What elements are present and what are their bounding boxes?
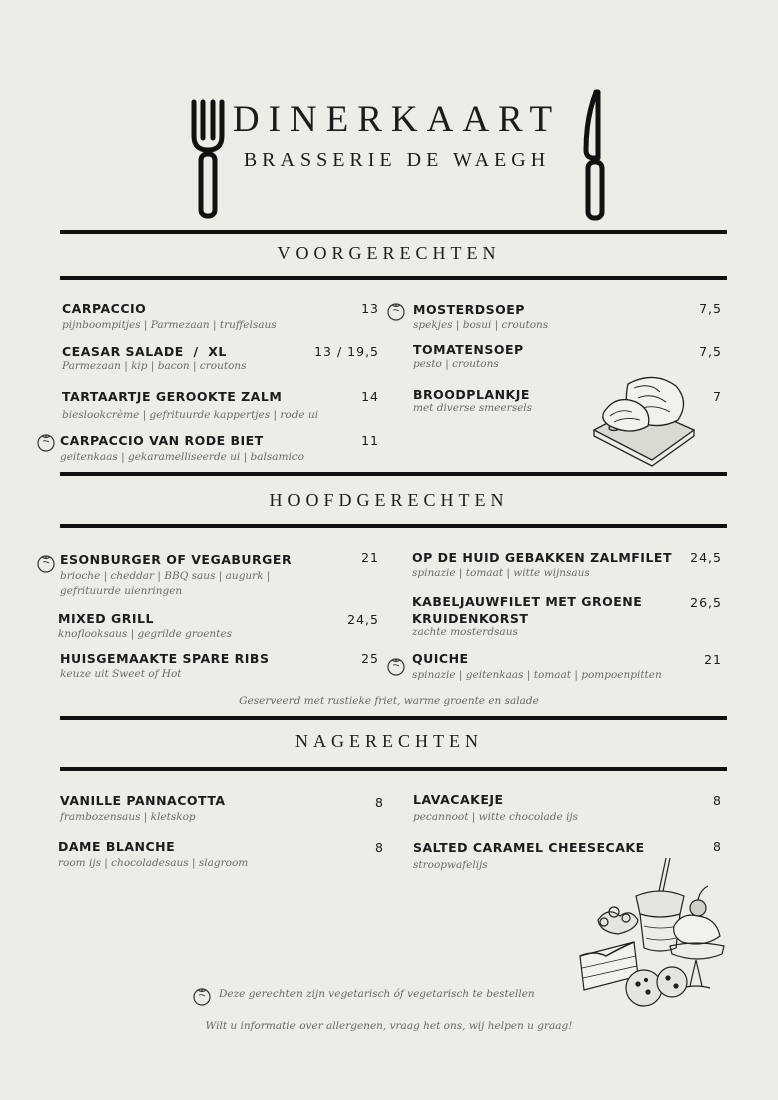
dish-price: 21 (704, 652, 722, 667)
bread-board-illustration (590, 372, 700, 464)
dish-name: MOSTERDSOEP (413, 302, 525, 317)
dish-name: HUISGEMAAKTE SPARE RIBS (60, 651, 270, 666)
dish-price: 13 / 19,5 (314, 344, 379, 359)
dish-price: 8 (713, 793, 722, 808)
dish-description: Parmezaan | kip | bacon | croutons (62, 360, 247, 372)
dish-name-continued: KRUIDENKORST (412, 611, 529, 626)
section-title-voorgerechten: VOORGERECHTEN (277, 243, 501, 263)
tomato-icon (36, 553, 56, 573)
dish-description: spinazie | geitenkaas | tomaat | pompoenpitten (412, 669, 662, 681)
dish-price: 11 (361, 433, 379, 448)
dish-price: 7 (713, 389, 722, 404)
dish-name: KABELJAUWFILET MET GROENE (412, 594, 643, 609)
dish-description: met diverse smeersels (413, 402, 533, 414)
dish-description-continued: gefrituurde uienringen (60, 585, 183, 597)
tomato-icon (386, 301, 406, 321)
divider (60, 524, 727, 528)
dish-name: TARTAARTJE GEROOKTE ZALM (62, 389, 283, 404)
divider (60, 767, 727, 771)
dish-description: keuze uit Sweet of Hot (60, 668, 182, 680)
dish-name: LAVACAKEJE (413, 792, 504, 807)
dish-price: 14 (361, 389, 379, 404)
section-title-hoofdgerechten: HOOFDGERECHTEN (269, 490, 509, 510)
vegetarian-legend: Deze gerechten zijn vegetarisch óf vegetarisch te bestellen (219, 988, 535, 1000)
dish-name: ESONBURGER OF VEGABURGER (60, 552, 293, 567)
tomato-icon (36, 432, 56, 452)
dish-description: stroopwafelijs (413, 859, 488, 871)
dish-price: 7,5 (699, 344, 722, 359)
dish-description: room ijs | chocoladesaus | slagroom (58, 857, 249, 869)
dish-name: SALTED CARAMEL CHEESECAKE (413, 840, 645, 855)
dish-price: 7,5 (699, 301, 722, 316)
restaurant-name: BRASSERIE DE WAEGH (243, 149, 551, 171)
dish-description: pecannoot | witte chocolade ijs (413, 811, 579, 823)
divider (60, 472, 727, 476)
menu-title: DINERKAART (232, 99, 562, 140)
dessert-illustration (574, 856, 732, 1008)
dish-name: CARPACCIO (62, 301, 147, 316)
tomato-icon (386, 656, 406, 676)
divider (60, 716, 727, 720)
dish-description: zachte mosterdsaus (412, 626, 518, 638)
dish-description: frambozensaus | kletskop (60, 811, 196, 823)
dish-price: 24,5 (347, 612, 379, 627)
allergen-note: Wilt u informatie over allergenen, vraag het ons, wij helpen u graag! (205, 1020, 573, 1032)
tomato-icon (192, 986, 212, 1006)
dish-price: 8 (713, 839, 722, 854)
dish-price: 13 (361, 301, 379, 316)
dish-name: VANILLE PANNACOTTA (60, 793, 226, 808)
section-title-nagerechten: NAGERECHTEN (295, 731, 483, 751)
dish-description: spinazie | tomaat | witte wijnsaus (412, 567, 590, 579)
dish-name: CEASAR SALADE / XL (62, 344, 227, 359)
dish-name: MIXED GRILL (58, 611, 154, 626)
dish-name: OP DE HUID GEBAKKEN ZALMFILET (412, 550, 672, 565)
dish-price: 8 (375, 840, 384, 855)
dish-description: bieslookcrème | gefrituurde kappertjes | rode ui (62, 409, 319, 421)
dish-description: geitenkaas | gekaramelliseerde ui | balsamico (60, 451, 305, 463)
dish-price: 26,5 (690, 595, 722, 610)
dish-description: pesto | croutons (413, 358, 499, 370)
dish-name: BROODPLANKJE (413, 387, 530, 402)
dish-description: knoflooksaus | gegrilde groentes (58, 628, 232, 640)
dish-name: QUICHE (412, 651, 469, 666)
side-dish-note: Geserveerd met rustieke friet, warme groente en salade (239, 695, 539, 707)
dish-price: 8 (375, 795, 384, 810)
divider (60, 276, 727, 280)
dish-name: TOMATENSOEP (413, 342, 524, 357)
dish-price: 24,5 (690, 550, 722, 565)
dish-description: brioche | cheddar | BBQ saus | augurk | (60, 570, 271, 582)
divider (60, 230, 727, 234)
dish-name: DAME BLANCHE (58, 839, 176, 854)
dish-description: spekjes | bosui | croutons (413, 319, 549, 331)
dish-price: 21 (361, 550, 379, 565)
dish-description: pijnboompitjes | Parmezaan | truffelsaus (62, 319, 277, 331)
dish-name: CARPACCIO VAN RODE BIET (60, 433, 264, 448)
dish-price: 25 (361, 651, 379, 666)
